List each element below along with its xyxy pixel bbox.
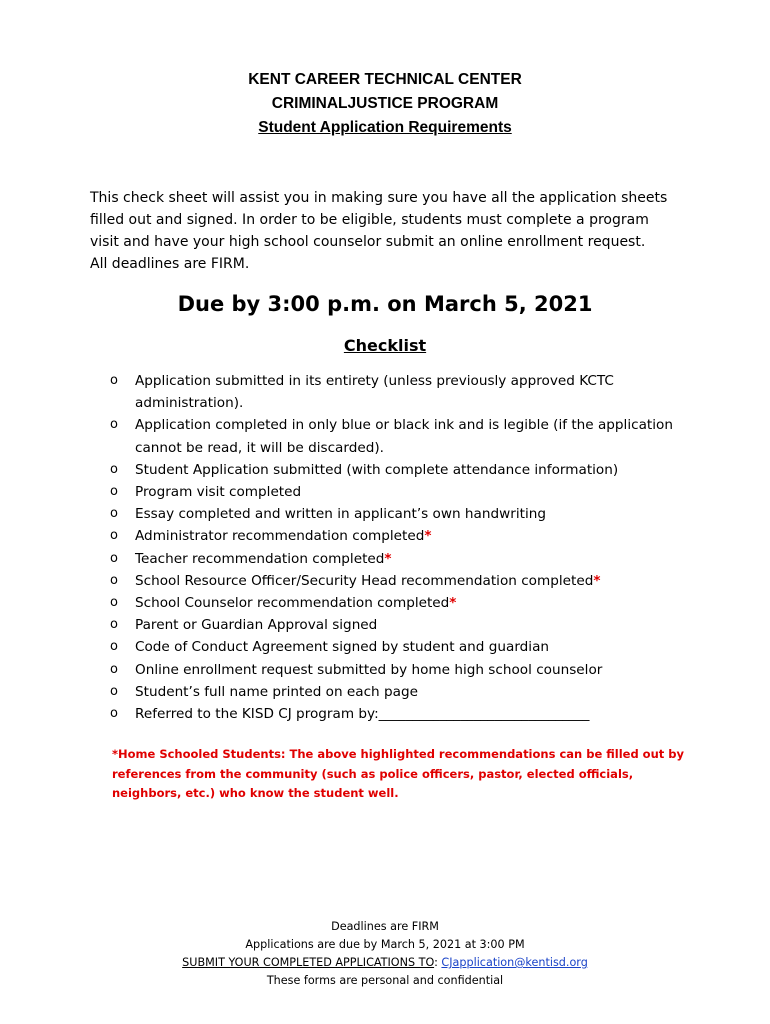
checkbox-bullet-icon: o bbox=[110, 595, 118, 611]
page-title: Student Application Requirements bbox=[258, 119, 512, 136]
intro-line: filled out and signed. In order to be eligible, students must complete a program bbox=[90, 212, 649, 228]
checklist-item bbox=[110, 414, 700, 458]
checkbox-bullet-icon: o bbox=[110, 683, 118, 699]
checklist-item-label: Parent or Guardian Approval signed bbox=[135, 617, 378, 634]
program-name: CRIMINALJUSTICE PROGRAM bbox=[271, 95, 499, 112]
note-line: *Home Schooled Students: The above highlighted recommendations can be filled out by bbox=[112, 747, 685, 761]
checklist-item bbox=[110, 681, 700, 703]
checklist-item bbox=[110, 459, 700, 481]
checklist-item bbox=[110, 636, 700, 658]
required-asterisk: * bbox=[593, 572, 601, 589]
checklist-item-label: Referred to the KISD CJ program by:_______________________________ bbox=[135, 706, 590, 723]
note-line: references from the community (such as police officers, pastor, elected officials, bbox=[112, 766, 634, 781]
checklist-item-text bbox=[135, 592, 700, 614]
checklist-item-label: Student Application submitted (with complete attendance information) bbox=[135, 461, 619, 478]
checklist-item-text bbox=[135, 548, 700, 570]
footer-confidential: These forms are personal and confidential bbox=[266, 974, 504, 987]
checklist-item bbox=[110, 525, 700, 547]
checklist-item-label: Essay completed and written in applicant’s own handwriting bbox=[135, 506, 546, 523]
checklist-item bbox=[110, 481, 700, 503]
due-date-heading: Due by 3:00 p.m. on March 5, 2021 bbox=[177, 292, 593, 316]
checkbox-bullet-icon: o bbox=[110, 528, 118, 544]
checkbox-bullet-icon: o bbox=[110, 706, 118, 722]
checklist-item-text bbox=[135, 459, 700, 481]
checklist-item-text bbox=[135, 681, 700, 703]
checkbox-bullet-icon: o bbox=[110, 506, 118, 522]
checklist-item bbox=[110, 570, 700, 592]
checklist-item bbox=[110, 614, 700, 636]
checklist-item-text bbox=[135, 503, 700, 525]
checklist-item-label: Application completed in only blue or black ink and is legible (if the application cannot be read, it will be discarded). bbox=[135, 417, 673, 456]
checklist-item bbox=[110, 370, 700, 414]
checkbox-bullet-icon: o bbox=[110, 639, 118, 655]
checklist-item-label: Application submitted in its entirety (unless previously approved KCTC administration). bbox=[135, 373, 614, 412]
checklist-item-text bbox=[135, 525, 700, 547]
checklist-item-text bbox=[135, 659, 700, 681]
school-name: KENT CAREER TECHNICAL CENTER bbox=[248, 71, 522, 88]
checklist-item-label: Teacher recommendation completed bbox=[135, 550, 385, 567]
checkbox-bullet-icon: o bbox=[110, 373, 118, 388]
required-asterisk: * bbox=[384, 550, 392, 567]
checkbox-bullet-icon: o bbox=[110, 461, 118, 477]
checklist-item bbox=[110, 703, 700, 725]
footer-submit-line bbox=[0, 954, 770, 972]
email-link[interactable]: CJapplication@kentisd.org bbox=[441, 956, 588, 969]
note-line: neighbors, etc.) who know the student well. bbox=[112, 786, 399, 801]
checklist-item-label: Program visit completed bbox=[135, 484, 302, 501]
checklist-item bbox=[110, 659, 700, 681]
checkbox-bullet-icon: o bbox=[110, 550, 118, 566]
checklist-item bbox=[110, 548, 700, 570]
checklist-item-label: School Counselor recommendation completed bbox=[135, 595, 450, 612]
checklist-item-text bbox=[135, 481, 700, 503]
checklist-item-text bbox=[135, 570, 700, 592]
required-asterisk: * bbox=[424, 528, 432, 545]
submit-colon: : bbox=[434, 956, 442, 969]
footer-deadlines: Deadlines are FIRM bbox=[331, 920, 439, 933]
intro-line: This check sheet will assist you in making sure you have all the application sheets bbox=[90, 190, 668, 206]
checklist-item-label: Administrator recommendation completed bbox=[135, 528, 425, 545]
intro-paragraph bbox=[90, 187, 690, 275]
checkbox-bullet-icon: o bbox=[110, 617, 118, 633]
checklist-item-label: Student’s full name printed on each page bbox=[135, 683, 418, 700]
checklist-item-label: Online enrollment request submitted by home high school counselor bbox=[135, 661, 603, 678]
checklist-item-text bbox=[135, 703, 700, 725]
checkbox-bullet-icon: o bbox=[110, 572, 118, 588]
checkbox-bullet-icon: o bbox=[110, 417, 118, 433]
checklist-title: Checklist bbox=[343, 336, 427, 355]
checkbox-bullet-icon: o bbox=[110, 661, 118, 677]
submit-label: SUBMIT YOUR COMPLETED APPLICATIONS TO bbox=[182, 956, 435, 969]
checklist-item-text bbox=[135, 636, 700, 658]
checklist-item-text bbox=[135, 614, 700, 636]
document-header bbox=[0, 68, 770, 140]
checklist-item bbox=[110, 503, 700, 525]
footer bbox=[0, 918, 770, 990]
checklist bbox=[110, 370, 700, 725]
checklist-item-label: Code of Conduct Agreement signed by student and guardian bbox=[135, 639, 550, 656]
intro-line: visit and have your high school counselor submit an online enrollment request. bbox=[90, 234, 646, 250]
checklist-item bbox=[110, 592, 700, 614]
checklist-item-text bbox=[135, 414, 700, 458]
checklist-item-text bbox=[135, 370, 700, 414]
required-asterisk: * bbox=[449, 595, 457, 612]
checklist-item-label: School Resource Officer/Security Head recommendation completed bbox=[135, 572, 594, 589]
checkbox-bullet-icon: o bbox=[110, 484, 118, 500]
footer-due-date: Applications are due by March 5, 2021 at 3:00 PM bbox=[245, 938, 525, 951]
intro-line: All deadlines are FIRM. bbox=[90, 256, 250, 272]
home-schooled-note bbox=[112, 745, 687, 804]
